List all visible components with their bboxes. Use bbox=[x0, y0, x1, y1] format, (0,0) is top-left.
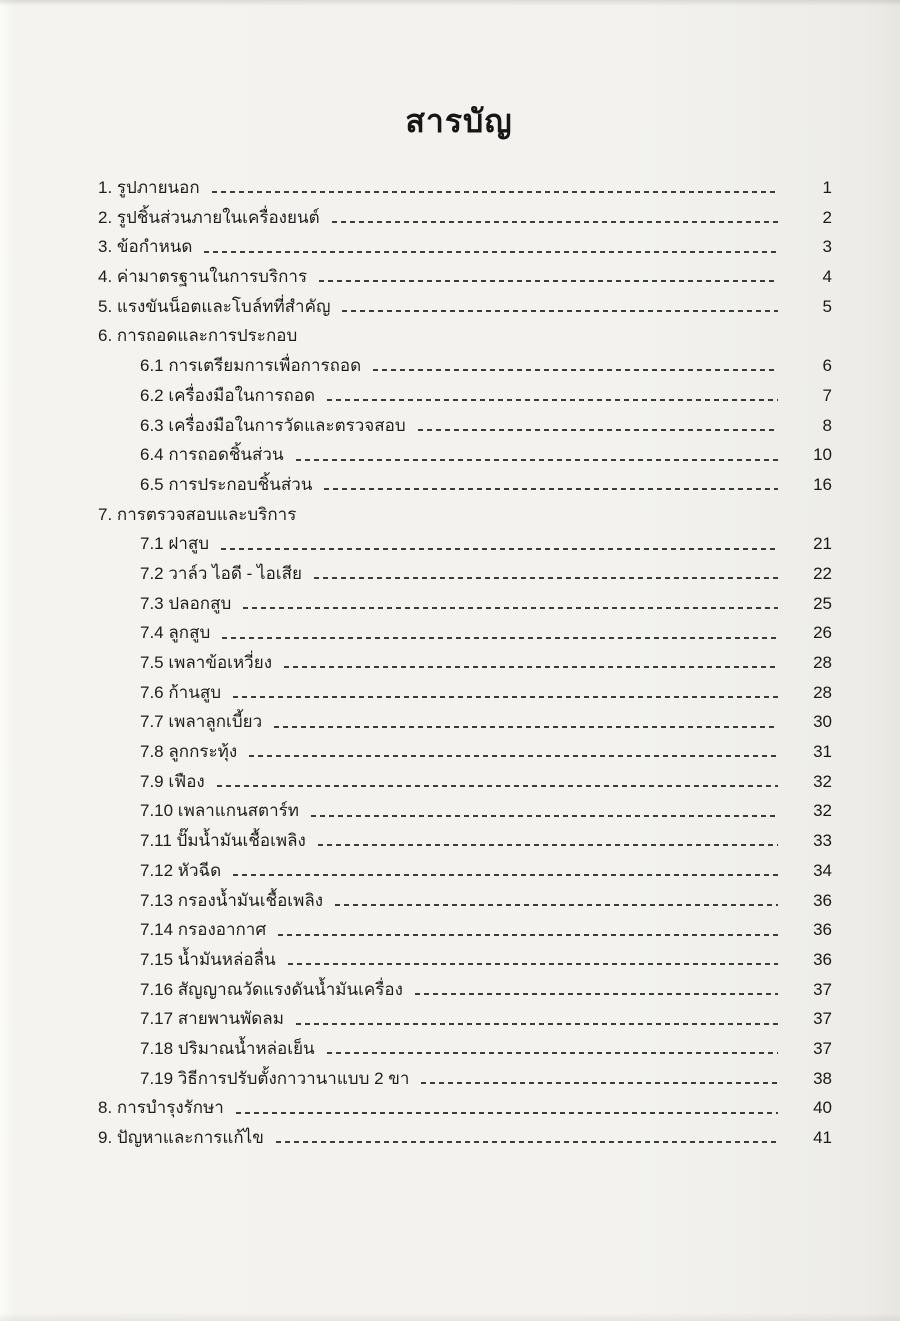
toc-entry-page-number: 34 bbox=[813, 860, 832, 880]
toc-entry-label: 2. รูปชิ้นส่วนภายในเครื่องยนต์ bbox=[98, 207, 320, 227]
dotted-leader bbox=[274, 726, 778, 728]
toc-entry-page-number: 28 bbox=[813, 653, 832, 672]
toc-entry-label: 7.15 น้ำมันหล่อลื่น bbox=[140, 949, 276, 969]
toc-entry-page-number: 26 bbox=[813, 623, 832, 643]
dotted-leader bbox=[249, 755, 778, 757]
toc-entry-page-number: 37 bbox=[813, 979, 832, 999]
dotted-leader bbox=[288, 963, 778, 965]
dotted-leader bbox=[332, 221, 778, 223]
toc-entry-label: 7.8 ลูกกระทุ้ง bbox=[140, 742, 238, 762]
toc-entry-page-number: 25 bbox=[813, 593, 832, 613]
toc-entry bbox=[98, 767, 832, 797]
toc-entry bbox=[98, 173, 832, 203]
toc-entry-page-number: 7 bbox=[822, 385, 832, 405]
toc-entry-label: 7.11 ปั๊มน้ำมันเชื้อเพลิง bbox=[140, 831, 306, 851]
toc-entry-label: 7.4 ลูกสูบ bbox=[140, 623, 211, 643]
toc-entry-label: 7.9 เฟือง bbox=[140, 771, 205, 791]
toc-entry-label: 7.6 ก้านสูบ bbox=[140, 682, 221, 702]
toc-entry-page-number: 8 bbox=[822, 415, 832, 435]
toc-entry-label: 3. ข้อกำหนด bbox=[98, 237, 193, 257]
toc-entry bbox=[98, 589, 832, 619]
toc-entry-label: 6.5 การประกอบชิ้นส่วน bbox=[140, 474, 313, 494]
dotted-leader bbox=[278, 934, 778, 936]
toc-entry-label: 7.14 กรองอากาศ bbox=[140, 920, 267, 940]
toc-entry-label: 7.12 หัวฉีด bbox=[140, 860, 222, 880]
toc-entry bbox=[98, 559, 832, 589]
toc-entry-page-number: 36 bbox=[813, 949, 832, 969]
toc-entry-page-number: 38 bbox=[813, 1068, 832, 1088]
dotted-leader bbox=[318, 844, 778, 846]
toc-entry-label: 7.7 เพลาลูกเบี้ยว bbox=[140, 712, 263, 732]
toc-entry bbox=[98, 856, 832, 886]
dotted-leader bbox=[335, 904, 778, 906]
toc-entry-page-number: 30 bbox=[813, 712, 832, 732]
dotted-leader bbox=[421, 1082, 778, 1084]
dotted-leader bbox=[296, 1023, 778, 1025]
toc-entry bbox=[98, 470, 832, 500]
toc-entry-page-number: 40 bbox=[813, 1098, 832, 1118]
toc-entry bbox=[98, 232, 832, 262]
toc-entry-page-number: 33 bbox=[813, 831, 832, 851]
toc-entry-page-number: 3 bbox=[822, 237, 832, 257]
toc-entry-page-number: 32 bbox=[813, 801, 832, 821]
toc-entry bbox=[98, 1034, 832, 1064]
toc-entry-label: 7.2 วาล์ว ไอดี - ไอเสีย bbox=[140, 563, 302, 583]
toc-entry bbox=[98, 1004, 832, 1034]
toc-entry bbox=[98, 618, 832, 648]
toc-entry bbox=[98, 1123, 832, 1153]
toc-entry-label: 6.1 การเตรียมการเพื่อการถอด bbox=[140, 356, 362, 376]
toc-entry bbox=[98, 915, 832, 945]
toc-entry bbox=[98, 1064, 832, 1094]
toc-entry-label: 7.19 วิธีการปรับตั้งกาวานาแบบ 2 ขา bbox=[140, 1068, 410, 1088]
toc-entry-label: 7.10 เพลาแกนสตาร์ท bbox=[140, 801, 299, 821]
dotted-leader bbox=[327, 1052, 778, 1054]
toc-entry bbox=[98, 351, 832, 381]
dotted-leader bbox=[212, 191, 778, 193]
toc-entry-page-number: 22 bbox=[813, 563, 832, 583]
toc-entry-page-number: 28 bbox=[813, 682, 832, 702]
toc-entry-page-number: 31 bbox=[813, 742, 832, 762]
toc-entry-label: 7.13 กรองน้ำมันเชื้อเพลิง bbox=[140, 890, 324, 910]
toc-entry-page-number: 21 bbox=[813, 534, 832, 554]
toc-entry-label: 7.3 ปลอกสูบ bbox=[140, 593, 232, 613]
toc-entry bbox=[98, 203, 832, 233]
toc-entry bbox=[98, 886, 832, 916]
toc-entry-page-number: 10 bbox=[813, 445, 832, 465]
toc-entry-page-number: 41 bbox=[813, 1128, 832, 1147]
toc-entry-page-number: 6 bbox=[822, 356, 832, 376]
dotted-leader bbox=[243, 607, 778, 609]
dotted-leader bbox=[221, 548, 778, 550]
toc-entry-label: 8. การบำรุงรักษา bbox=[98, 1098, 224, 1118]
toc-entry-page-number: 36 bbox=[813, 890, 832, 910]
dotted-leader bbox=[373, 369, 778, 371]
dotted-leader bbox=[314, 577, 778, 579]
toc-entry bbox=[98, 737, 832, 767]
dotted-leader bbox=[311, 815, 778, 817]
toc-entry-label: 4. ค่ามาตรฐานในการบริการ bbox=[98, 267, 308, 287]
toc-entry bbox=[98, 440, 832, 470]
toc-entry-label: 6.3 เครื่องมือในการวัดและตรวจสอบ bbox=[140, 415, 406, 435]
toc-entry bbox=[98, 648, 832, 678]
dotted-leader bbox=[236, 1112, 778, 1114]
toc-entry-label: 1. รูปภายนอก bbox=[98, 178, 200, 197]
toc-entry-label: 7.18 ปริมาณน้ำหล่อเย็น bbox=[140, 1038, 315, 1058]
toc-entry-label: 9. ปัญหาและการแก้ไข bbox=[98, 1128, 264, 1147]
toc-entry bbox=[98, 262, 832, 292]
dotted-leader bbox=[342, 310, 778, 312]
toc-entry-label: 6. การถอดและการประกอบ bbox=[98, 326, 298, 346]
toc-entry bbox=[98, 411, 832, 441]
toc-entry-label: 7.17 สายพานพัดลม bbox=[140, 1009, 284, 1029]
dotted-leader bbox=[324, 488, 778, 490]
dotted-leader bbox=[217, 785, 778, 787]
dotted-leader bbox=[284, 666, 778, 668]
toc-entry bbox=[98, 321, 832, 351]
toc-entry-page-number: 37 bbox=[813, 1009, 832, 1029]
page-title: สารบัญ bbox=[405, 103, 513, 139]
toc-entry bbox=[98, 292, 832, 322]
toc-entry bbox=[98, 1093, 832, 1123]
toc-entry bbox=[98, 796, 832, 826]
toc-entry-label: 7.1 ฝาสูบ bbox=[140, 534, 210, 554]
toc-entry-label: 5. แรงขันน็อตและโบล์ทที่สำคัญ bbox=[98, 296, 331, 316]
toc-entry bbox=[98, 826, 832, 856]
dotted-leader bbox=[418, 429, 778, 431]
toc-entry-label: 7.16 สัญญาณวัดแรงดันน้ำมันเครื่อง bbox=[140, 979, 403, 999]
toc-entry-label: 6.2 เครื่องมือในการถอด bbox=[140, 385, 316, 405]
toc-entry-page-number: 1 bbox=[822, 178, 832, 197]
toc-entry-label: 7. การตรวจสอบและบริการ bbox=[98, 504, 297, 524]
toc-entry-page-number: 5 bbox=[822, 296, 832, 316]
toc-entry-page-number: 16 bbox=[813, 474, 832, 494]
toc-entry-page-number: 4 bbox=[822, 267, 832, 287]
toc-entry bbox=[98, 529, 832, 559]
toc-entry-label: 6.4 การถอดชิ้นส่วน bbox=[140, 445, 284, 465]
toc-entry bbox=[98, 500, 832, 530]
toc-entry-label: 7.5 เพลาข้อเหวี่ยง bbox=[140, 653, 272, 672]
dotted-leader bbox=[233, 696, 778, 698]
dotted-leader bbox=[327, 399, 778, 401]
toc-entry-page-number: 36 bbox=[813, 920, 832, 940]
toc-entry-page-number: 2 bbox=[822, 207, 832, 227]
dotted-leader bbox=[233, 874, 778, 876]
toc-entry bbox=[98, 381, 832, 411]
dotted-leader bbox=[222, 637, 778, 639]
toc-entry-page-number: 32 bbox=[813, 771, 832, 791]
toc-entry-page-number: 37 bbox=[813, 1038, 832, 1058]
dotted-leader bbox=[276, 1141, 778, 1143]
toc-entry bbox=[98, 945, 832, 975]
dotted-leader bbox=[204, 251, 778, 253]
dotted-leader bbox=[296, 459, 778, 461]
toc-entry bbox=[98, 975, 832, 1005]
toc-entry bbox=[98, 707, 832, 737]
dotted-leader bbox=[415, 993, 778, 995]
toc-entry bbox=[98, 678, 832, 708]
dotted-leader bbox=[319, 280, 778, 282]
toc-list bbox=[98, 173, 832, 1153]
